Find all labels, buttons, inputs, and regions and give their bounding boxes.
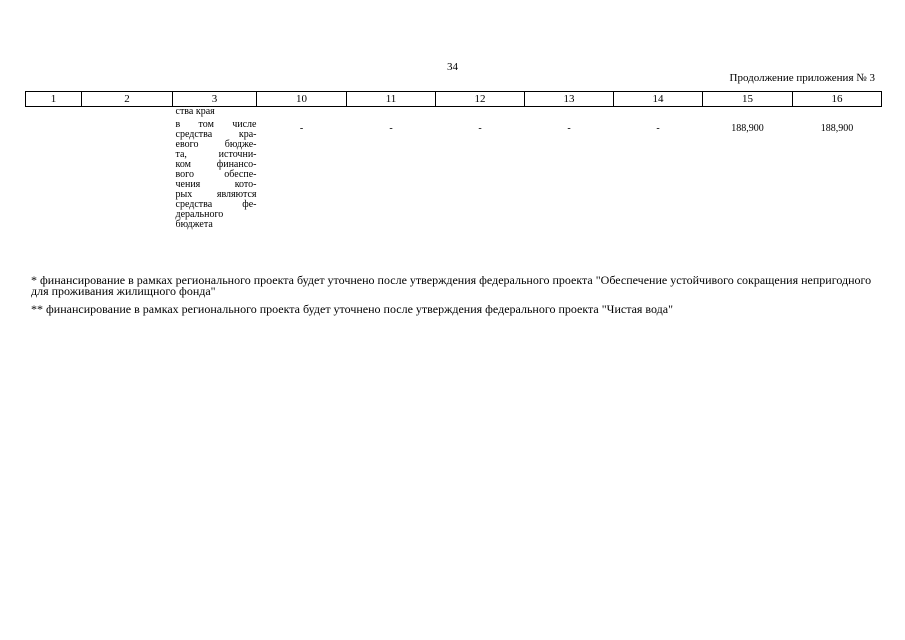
description-line: дерального bbox=[175, 209, 224, 220]
description-line: рых являются bbox=[175, 189, 257, 200]
page-number: 34 bbox=[447, 61, 458, 73]
column-header: 11 bbox=[347, 92, 436, 107]
column-header: 3 bbox=[173, 92, 257, 107]
table-row-continued bbox=[26, 107, 882, 121]
description-line: чения кото- bbox=[175, 179, 257, 190]
continuation-label: Продолжение приложения № 3 bbox=[729, 72, 875, 84]
description-line: ком финансо- bbox=[175, 159, 257, 170]
description-line: та, источни- bbox=[175, 149, 257, 160]
table-row bbox=[26, 120, 882, 230]
column-header: 1 bbox=[26, 92, 82, 107]
continued-text: ства края bbox=[175, 106, 215, 117]
description-line: средства кра- bbox=[175, 129, 257, 140]
table-header-row bbox=[26, 92, 882, 107]
data-table bbox=[25, 91, 882, 230]
table-cell: 188,900 bbox=[731, 123, 764, 134]
description-line: средства фе- bbox=[175, 199, 257, 210]
column-header: 13 bbox=[525, 92, 614, 107]
column-header: 12 bbox=[436, 92, 525, 107]
table-cell: - bbox=[299, 123, 304, 134]
table-cell: - bbox=[478, 123, 482, 134]
table-cell: 188,900 bbox=[820, 123, 854, 134]
table-cell: - bbox=[656, 123, 660, 134]
footnote: ** финансирование в рамках регионального проекта будет уточнено после утверждения федерального проекта "Чистая вода" bbox=[31, 302, 673, 316]
row-description bbox=[173, 120, 257, 230]
footnotes bbox=[31, 275, 881, 322]
description-line: бюджета bbox=[175, 219, 213, 230]
description-line: в том числе bbox=[175, 119, 257, 130]
description-line: вого обеспе- bbox=[175, 169, 257, 180]
footnote: * финансирование в рамках регионального проекта будет уточнено после утверждения федерального проекта "Обеспечение устойчивого сокращения непригодного для проживания жилищного фонда" bbox=[31, 273, 872, 298]
column-header: 15 bbox=[703, 92, 793, 107]
column-header: 16 bbox=[793, 92, 882, 107]
table-cell: - bbox=[389, 123, 393, 134]
column-header: 10 bbox=[257, 92, 347, 107]
table-cell: - bbox=[567, 123, 571, 134]
column-header: 14 bbox=[614, 92, 703, 107]
description-line: евого бюдже- bbox=[175, 139, 257, 150]
column-header: 2 bbox=[82, 92, 173, 107]
